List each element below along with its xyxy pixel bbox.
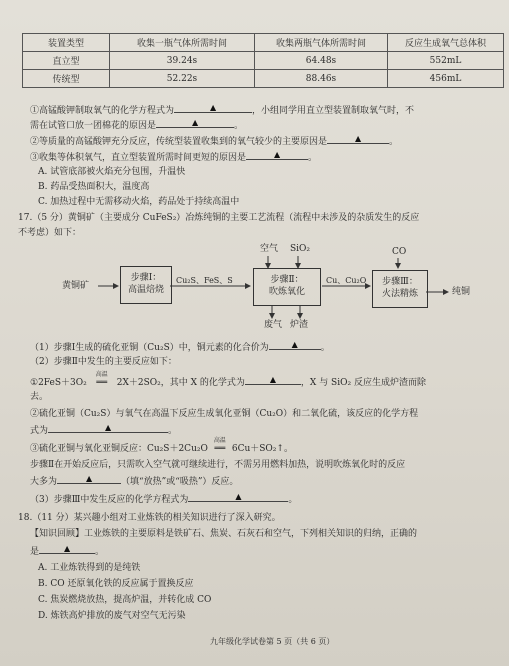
q18-title: 18.（11 分）某兴趣小组对工业炼铁的相关知识进行了深入研究。 xyxy=(18,513,281,523)
flow-step2-name: 吹炼氧化 xyxy=(268,287,305,297)
q18-option-a: A. 工业炼铁得到的是纯铁 xyxy=(38,563,141,573)
q18-option-b: B. CO 还原氧化铁的反应属于置换反应 xyxy=(38,579,194,589)
q17-part1: （1）步骤Ⅰ生成的硫化亚铜（Cu₂S）中，铜元素的化合价为 ▲ 。 xyxy=(30,340,330,353)
table-header: 收集一瓶气体所需时间 xyxy=(110,34,255,52)
answer-mark: ▲ xyxy=(209,103,217,112)
table-cell: 传统型 xyxy=(23,70,110,88)
answer-blank[interactable] xyxy=(57,474,121,484)
q16-line3: ②等质量的高锰酸钾充分反应，传统型装置收集到的氧气较少的主要原因是 ▲ 。 xyxy=(30,134,399,147)
q16-line2: 需在试管口放一团棉花的原因是 ▲ 。 xyxy=(30,118,244,131)
flow-input-co: CO xyxy=(392,247,407,257)
answer-mark: ▲ xyxy=(85,474,93,483)
q18-option-c: C. 焦炭燃烧放热，提高炉温，并转化成 CO xyxy=(38,595,212,605)
q17-text: ①2FeS＋3O₂ xyxy=(30,378,87,388)
answer-blank[interactable] xyxy=(245,375,301,385)
flow-intermediate-1: Cu₂S、FeS、S xyxy=(176,276,233,285)
flow-step3-name: 火法精炼 xyxy=(381,289,418,299)
q16-line4: ③收集等体积氧气，直立型装置所需时间更短的原因是 ▲ 。 xyxy=(30,150,318,163)
q17-text: ，X 与 SiO₂ 反应生成炉渣而除 xyxy=(300,378,426,388)
q17-text: （填“放热”或“吸热”）反应。 xyxy=(121,477,239,487)
flow-step1-box xyxy=(120,266,172,304)
q17-eq1-cont: 去。 xyxy=(30,392,49,402)
q18-option-d: D. 炼铁高炉排放的废气对空气无污染 xyxy=(38,611,186,621)
q18-intro-cont: 是 ▲ 。 xyxy=(30,544,105,557)
flow-step3-box xyxy=(372,270,428,308)
q16-option-c: C. 加热过程中无需移动火焰，药品处于持续高温中 xyxy=(38,197,240,207)
flow-input-air: 空气 xyxy=(260,244,279,254)
flow-intermediate-2: Cu、Cu₂O xyxy=(326,276,367,285)
answer-mark: ▲ xyxy=(354,134,362,143)
flow-output-gas: 废气 xyxy=(264,320,283,330)
q16-text: 需在试管口放一团棉花的原因是 xyxy=(30,121,157,131)
q17-eq3 xyxy=(30,437,293,455)
q17-text: 2X＋2SO₂，其中 X 的化学式为 xyxy=(116,378,245,388)
q17-text: ③硫化亚铜与氧化亚铜反应：Cu₂S＋2Cu₂O xyxy=(30,444,208,454)
answer-mark: ▲ xyxy=(191,118,199,127)
q17-part2: （2）步骤Ⅱ中发生的主要反应如下： xyxy=(30,357,177,367)
flow-step2-box xyxy=(253,268,321,306)
q16-text: ②等质量的高锰酸钾充分反应，传统型装置收集到的氧气较少的主要原因是 xyxy=(30,137,328,147)
flow-step2-label: 步骤Ⅱ： xyxy=(270,275,304,285)
q17-eq2: ②硫化亚铜（Cu₂S）与氧气在高温下反应生成氧化亚铜（Cu₂O）和二氧化硫，该反应的化学方程 xyxy=(30,409,419,419)
q16-text: ①高锰酸钾制取氧气的化学方程式为 xyxy=(30,106,175,116)
q17-text: 式为 xyxy=(30,426,49,436)
flow-step1-name: 高温焙烧 xyxy=(127,285,164,295)
answer-blank[interactable] xyxy=(269,340,321,350)
answer-blank[interactable] xyxy=(39,544,95,554)
table-cell: 39.24s xyxy=(110,52,255,70)
condition-label: 高温 xyxy=(95,371,108,378)
q16-text: ，小组同学用直立型装置制取氧气时，不 xyxy=(252,106,415,116)
answer-mark: ▲ xyxy=(63,544,71,553)
answer-blank[interactable] xyxy=(48,423,168,433)
answer-mark: ▲ xyxy=(291,340,298,349)
q16-option-b: B. 药品受热面积大，温度高 xyxy=(38,182,150,192)
page-footer: 九年级化学试卷第 5 页（共 6 页） xyxy=(210,637,335,646)
flow-product: 纯铜 xyxy=(452,287,471,297)
q17-step2-note-cont xyxy=(30,474,238,488)
table-cell: 552mL xyxy=(388,52,504,70)
answer-blank[interactable] xyxy=(188,492,288,502)
table-header: 收集两瓶气体所需时间 xyxy=(255,34,388,52)
flow-step1-label: 步骤Ⅰ： xyxy=(130,273,162,283)
q17-title: 17.（5 分）黄铜矿（主要成分 CuFeS₂）冶炼纯铜的主要工艺流程（流程中未涉及的杂质发生的反应 xyxy=(18,213,420,223)
table-cell: 直立型 xyxy=(23,52,110,70)
reaction-condition: 高温 ══ xyxy=(208,443,232,455)
table-cell: 88.46s xyxy=(255,70,388,88)
q18-intro: 【知识回顾】工业炼铁的主要原料是铁矿石、焦炭、石灰石和空气，下列相关知识的归纳，正确的 xyxy=(30,529,418,539)
q16-option-a: A. 试管底部被火焰充分包围，升温快 xyxy=(38,167,186,177)
table-header: 反应生成氧气总体积 xyxy=(388,34,504,52)
q17-step2-note: 步骤Ⅱ在开始反应后，只需吹入空气就可继续进行，不需另用燃料加热，说明吹炼氧化时的反应 xyxy=(30,460,406,470)
q18-text: 是 xyxy=(30,547,40,557)
q17-text: 6Cu＋SO₂↑。 xyxy=(231,444,293,454)
flow-input-sio2: SiO₂ xyxy=(290,244,311,254)
q17-part3: （3）步骤Ⅲ中发生反应的化学方程式为 ▲ 。 xyxy=(30,492,298,505)
answer-mark: ▲ xyxy=(269,375,276,384)
answer-mark: ▲ xyxy=(235,492,242,501)
flow-output-slag: 炉渣 xyxy=(290,320,309,330)
answer-mark: ▲ xyxy=(104,423,112,432)
table-cell: 64.48s xyxy=(255,52,388,70)
reaction-condition: 高温 ══ xyxy=(87,377,117,389)
table-cell: 456mL xyxy=(388,70,504,88)
q17-eq1 xyxy=(30,371,426,389)
condition-label: 高温 xyxy=(213,437,226,444)
q17-text: （3）步骤Ⅲ中发生反应的化学方程式为 xyxy=(30,495,189,505)
answer-mark: ▲ xyxy=(273,150,281,159)
q17-title-cont: 不考虑）如下： xyxy=(18,228,82,238)
q17-text: （1）步骤Ⅰ生成的硫化亚铜（Cu₂S）中，铜元素的化合价为 xyxy=(30,343,269,353)
q16-text: ③收集等体积氧气，直立型装置所需时间更短的原因是 xyxy=(30,153,247,163)
flow-step3-label: 步骤Ⅲ： xyxy=(382,277,418,287)
q17-text: 大多为 xyxy=(30,477,58,487)
q17-eq2-cont: 式为 ▲ 。 xyxy=(30,423,178,436)
flow-raw-material: 黄铜矿 xyxy=(62,281,90,291)
table-cell: 52.22s xyxy=(110,70,255,88)
table-header: 装置类型 xyxy=(23,34,110,52)
